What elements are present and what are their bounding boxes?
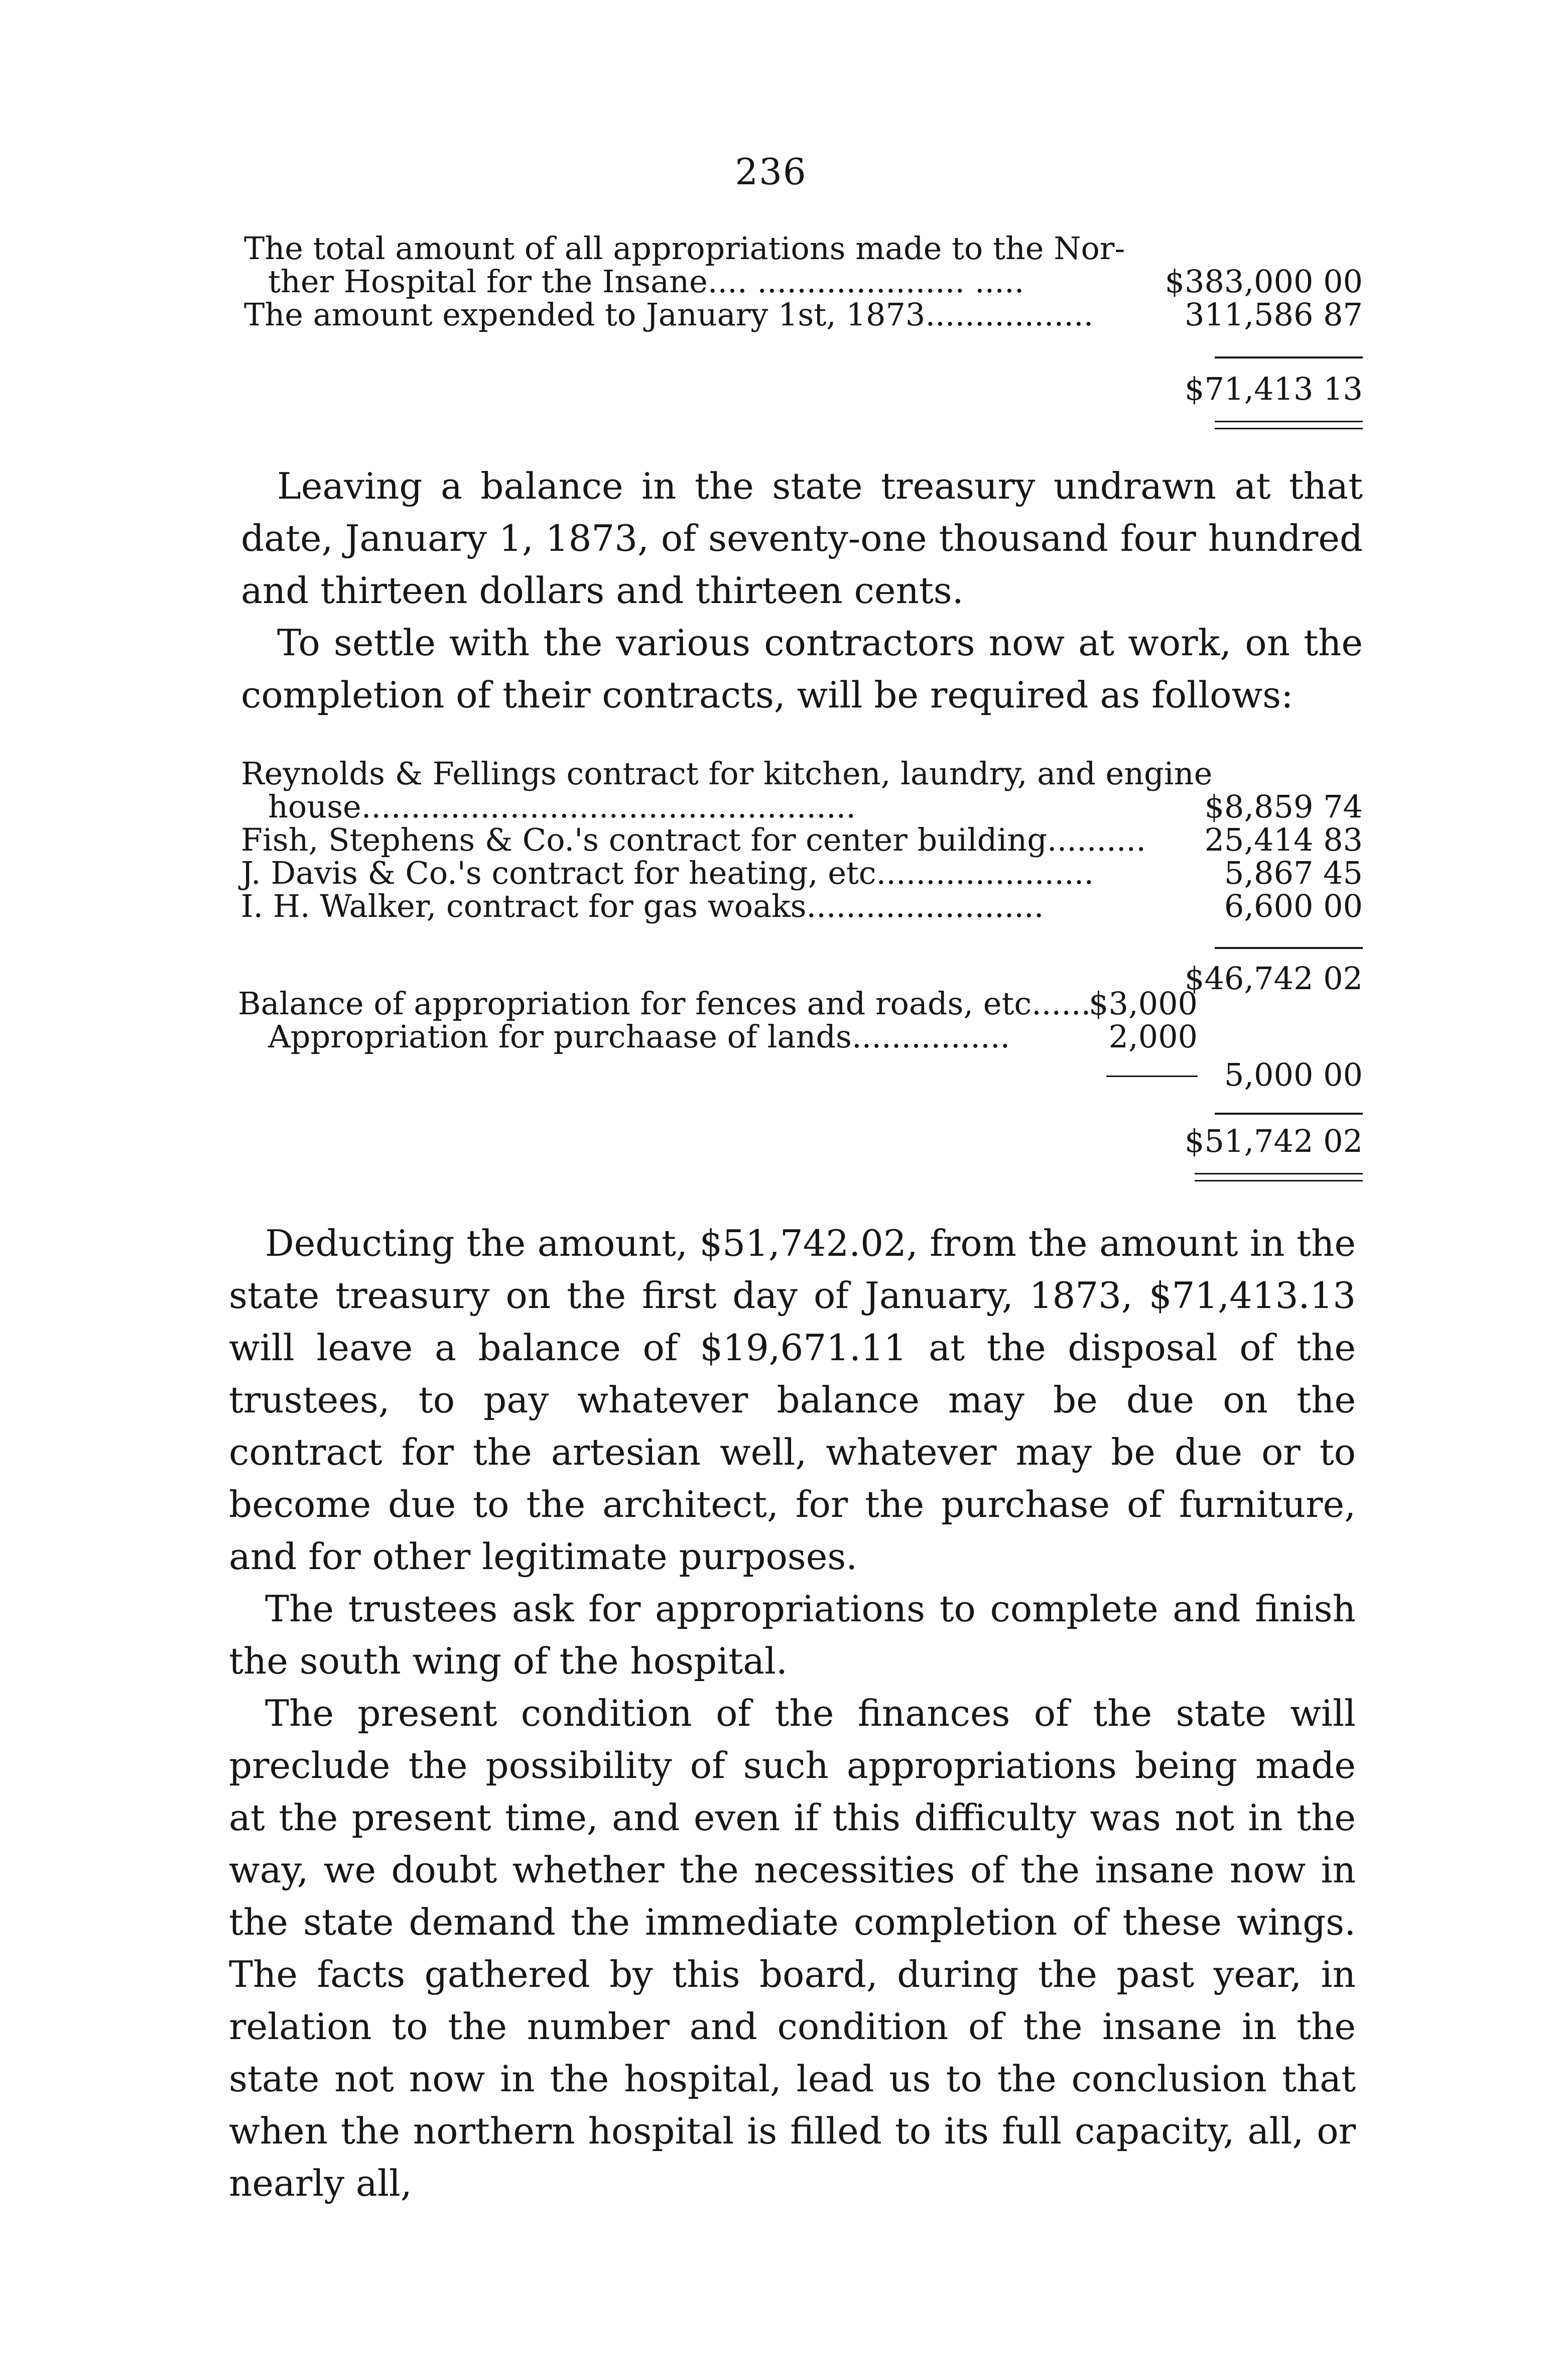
paragraph-finances: The present condition of the finances of the state will preclude the possibility of such appropriations being made at the present time, and even if this difficulty was not in the way, we doubt whether the necessities of the insane now in the state demand the immediate completion of these wings. The facts gathered by this board, during the past year, in relation to the number and condition of the insane in the state not now in the hospital, lead us to the conclusion that when the northern hospital is filled to its full capacity, all, or nearly all, — [229, 1692, 1356, 2204]
summary-line-2-amount: $383,000 00 — [1165, 263, 1363, 300]
contract-1-amount: $8,859 74 — [1204, 788, 1363, 825]
contract-4-label: I. H. Walker, contract for gas woaks........................ — [241, 888, 1044, 924]
body-block-2 — [229, 1217, 1356, 2209]
paragraph-trustees: The trustees ask for appropriations to complete and finish the south wing of the hospital. — [229, 1588, 1356, 1682]
grand-total-double-rule-top — [1195, 1173, 1363, 1174]
balance-fences-amount: $3,000 — [1089, 985, 1198, 1022]
grand-total-double-rule-bottom — [1195, 1180, 1363, 1181]
lands-amount: 2,000 — [1108, 1018, 1198, 1055]
contracts-subtotal: $46,742 02 — [1185, 960, 1363, 997]
contract-3-label: J. Davis & Co.'s contract for heating, etc...................... — [241, 855, 1094, 891]
contract-2-amount: 25,414 83 — [1204, 821, 1363, 858]
summary-double-rule-bottom — [1215, 428, 1363, 429]
summary-total: $71,413 13 — [1185, 371, 1363, 407]
page-number: 236 — [735, 151, 807, 193]
contract-4-amount: 6,600 00 — [1224, 888, 1363, 924]
grand-total-rule — [1215, 1113, 1363, 1115]
paragraph-contractors: To settle with the various contractors now at work, on the completion of their contracts, will be required as follows: — [241, 622, 1363, 716]
summary-line-1: The total amount of all appropriations made to the Nor- — [244, 230, 1125, 267]
appropriations-combined: 5,000 00 — [1224, 1056, 1363, 1093]
contract-2-label: Fish, Stephens & Co.'s contract for center building.......... — [241, 821, 1146, 858]
summary-line-3-label: The amount expended to January 1st, 1873................. — [244, 296, 1094, 333]
contract-1-line-2: house.................................................. — [268, 788, 856, 825]
summary-line-2-label: ther Hospital for the Insane.... ..................... ..... — [268, 263, 1024, 300]
contract-1-line-1: Reynolds & Fellings contract for kitchen, laundry, and engine — [241, 755, 1213, 792]
balance-fences-label: Balance of appropriation for fences and roads, etc...... — [238, 985, 1091, 1022]
summary-rule — [1215, 356, 1363, 359]
contracts-rule — [1215, 947, 1363, 949]
lands-label: Appropriation for purchaase of lands................ — [268, 1018, 1010, 1055]
grand-total: $51,742 02 — [1185, 1123, 1363, 1159]
contract-3-amount: 5,867 45 — [1224, 855, 1363, 891]
paragraph-deducting: Deducting the amount, $51,742.02, from the amount in the state treasury on the first day of January, 1873, $71,413.13 will leave a balance of $19,671.11 at the disposal of the trustees, to pay whatever balance may be due on the contract for the artesian well, whatever may be due or to become due to the architect, for the purchase of furniture, and for other legitimate purposes. — [229, 1222, 1356, 1578]
body-block-1 — [241, 460, 1363, 721]
appropriation-subrule — [1106, 1076, 1198, 1077]
summary-double-rule-top — [1215, 421, 1363, 422]
summary-line-3-amount: 311,586 87 — [1185, 296, 1363, 333]
paragraph-balance: Leaving a balance in the state treasury undrawn at that date, January 1, 1873, of seventy-one thousand four hundred and thirteen dollars and thirteen cents. — [241, 465, 1363, 612]
